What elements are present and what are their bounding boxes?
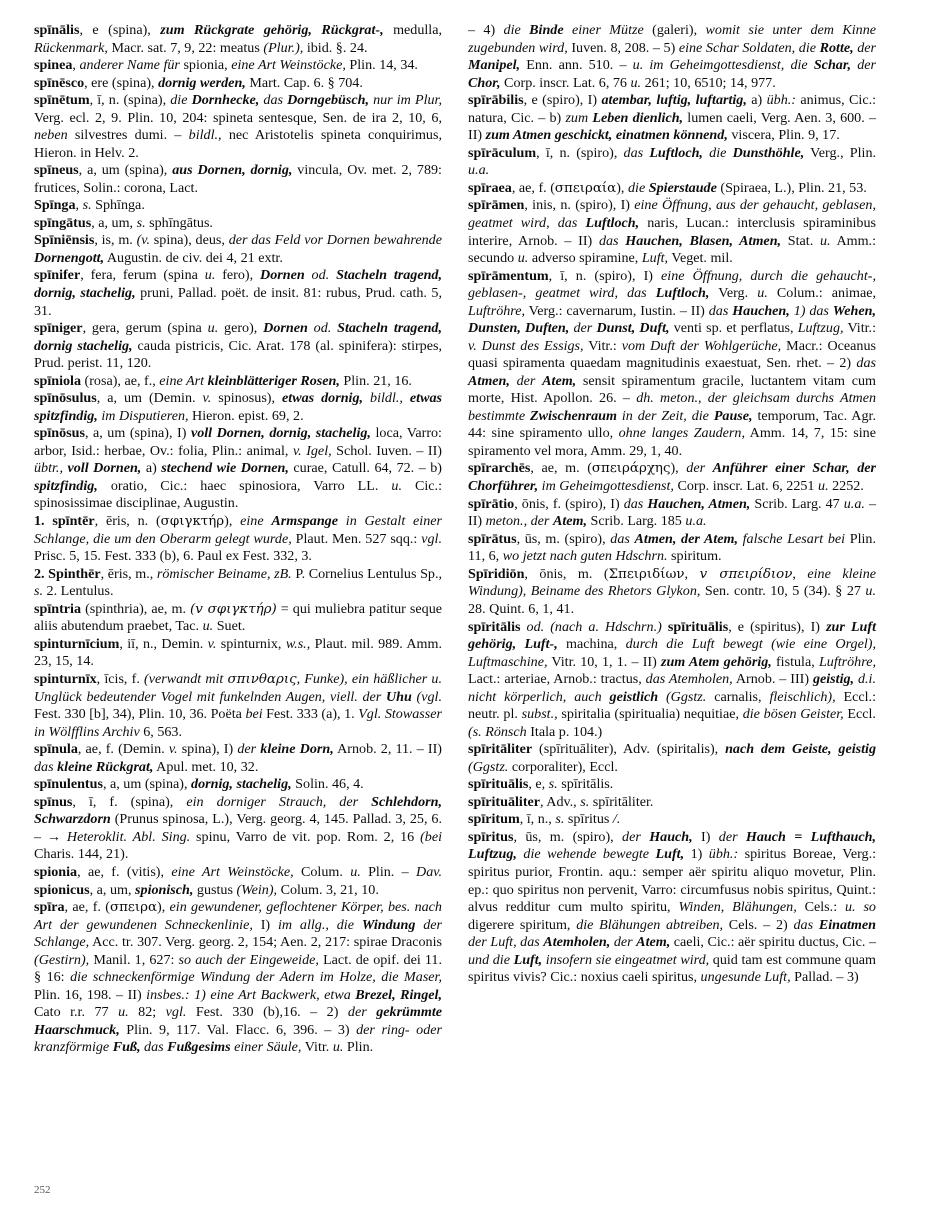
dictionary-entry: 2. Spinthēr, ēris, m., römischer Beiname, zB. P. Cornelius Lentulus Sp., s. 2. Lentulus. [34,565,443,600]
dictionary-entry: spīnōsulus, a, um (Demin. v. spinosus), etwas dornig, bildl., etwas spitzfindig, im Disputieren, Hieron. epist. 69, 2. [34,390,443,424]
dictionary-entry: 1. spīntēr, ēris, n. (σφιγκτήρ), eine Armspange in Gestalt einer Schlange, die um den Oberarm gelegt wurde, Plaut. Men. 527 sqq.: vgl. Prisc. 5, 15. Fest. 333 (b), 6. Paul ex Fest. 332, 3. [34,512,442,565]
dictionary-entry: spīnētum, ī, n. (spina), die Dornhecke, das Dorngebüsch, nur im Plur, Verg. ecl. 2, 9. Plin. 10, 204: spineta sentesque, Sen. de ira 2, 10, 6, neben silvestres dumi. – bildl., nec Aristotelis spineta conquirimus, Hieron. in Helv. 2. [34,92,442,161]
dictionary-entry: Spīridiōn, ōnis, m. (Σπειριδίων, v σπειρίδιον, eine kleine Windung), Beiname des Rhetors Glykon, Sen. contr. 10, 5 (34). § 27 u. 28. Quint. 6, 1, 41. [468,565,876,617]
dictionary-entry: spīrāmentum, ī, n. (spiro), I) eine Öffnung, durch die gehaucht-, geblasen-, geatmet wird, das Luftloch, Verg. u. Colum.: animae, Luftröhre, Verg.: cavernarum, Iustin. – II) das Hauchen, 1) das Wehen, Dunsten, Duften, der Dunst, Duft, venti sp. et perflatus, Luftzug, Vitr.: v. Dunst des Essigs, Vitr.: vom Duft der Wohlgerüche, Macr.: Oceanus quasi spiramenta quaedam magnitudinis exaestuat, Sen. rhet. – 2) das Atmen, der Atem, sensit spiramentum gracile, luctantem vitam cum morte, Hist. Apollon. 26. – dh. meton., der gleichsam durchs Atmen bestimmte Zwischenraum in der Zeit, die Pause, temporum, Tac. Agr. 44: sine spiramento ullo, ohne langes Zaudern, Amm. 14, 7, 15: sine spiramento vel mora, Amm. 29, 1, 40. [468,267,877,459]
dictionary-entry: spīrātio, ōnis, f. (spiro), I) das Hauchen, Atmen, Scrib. Larg. 47 u.a. – II) meton., der Atem, Scrib. Larg. 185 u.a. [468,495,876,530]
dictionary-entry: spīrāculum, ī, n. (spiro), das Luftloch, die Dunsthöhle, Verg., Plin. u.a. [468,144,877,179]
dictionary-entry: spīritāliter (spīrituāliter), Adv. (spiritalis), nach dem Geiste, geistig (Ggstz. corporaliter), Eccl. [468,741,876,775]
dictionary-entry: spīneus, a, um (spina), aus Dornen, dornig, vincula, Ov. met. 2, 789: frutices, Solin.: corona, Lact. [34,162,442,196]
dictionary-entry: spīnulentus, a, um (spina), dornig, stachelig, Solin. 46, 4. [34,776,364,793]
dictionary-entry: spīniger, gera, gerum (spina u. gero), Dornen od. Stacheln tragend, dornig stachelig, cauda pistricis, Cic. Arat. 178 (al. spinifera): stirpes, Prud. perist. 11, 120. [34,320,443,372]
dictionary-entry: spīnālis, e (spina), zum Rückgrate gehörig, Rückgrat-, medulla, Rückenmark, Macr. sat. 7, 9, 22: meatus (Plur.), ibid. §. 24. [34,22,443,56]
dictionary-entry: spīrāmen, inis, n. (spiro), I) eine Öffnung, aus der gehaucht, geblasen, geatmet wird, das Luftloch, naris, Lucan.: interclusis spiraminibus interire, Arnob. – II) das Hauchen, Blasen, Atmen, Stat. u. Amm.: secundo u. adverso spiramine, Luft, Veget. mil. [468,197,876,267]
dictionary-entry: spīntria (spinthria), ae, m. (v σφιγκτήρ) = qui muliebra patitur seque aliis abutendum praebet, Tac. u. Suet. [34,600,442,635]
dictionary-entry: spīnōsus, a, um (spina), I) voll Dornen, dornig, stachelig, loca, Varro: arbor, Isid.: herbae, Ov.: folia, Plin.: animal, v. Igel, Schol. Iuven. – II) übtr., voll Dornen, a) stechend wie Dornen, curae, Catull. 64, 72. – b) spitzfindig, oratio, Cic.: haec spinosiora, Varro LL. u. Cic.: spinosissimae disciplinae, Augustin. [34,425,442,512]
dictionary-entry: spīritum, ī, n., s. spīritus /. [468,811,621,828]
entry-continuation: – 4) die Binde einer Mütze (galeri), womit sie unter dem Kinne zugebunden wird, Iuven. 8, 208. – 5) eine Schar Soldaten, die Rotte, der Manipel, Enn. ann. 510. – u. im Geheimgottesdienst, die Schar, der Chor, Corp. inscr. Lat. 6, 76 u. 261; 10, 6510; 14, 977. [468,22,877,91]
dictionary-entry: spīritus, ūs, m. (spiro), der Hauch, I) der Hauch = Lufthauch, Luftzug, die wehende bewegte Luft, 1) übh.: spiritus Boreae, Verg.: spiritus purior, Frontin. aqu.: semper aër spiritu aliquo movetur, Plin. ep.: quo spiritus non pervenit, Varro: circumfusus nobis spiritus, Quint.: alvus redditur cum multo spiritu, Winden, Blähungen, Cels.: u. so digerere spiritum, die Blähungen abtreiben, Cels. – 2) das Einatmen der Luft, das Atemholen, der Atem, caeli, Cic.: aër spiritu ductus, Cic. – und die Luft, insofern sie eingeatmet wird, quid tam est commune quam spiritus vivis? Cic.: noxius caeli spiritus, ungesunde Luft, Pallad. – 3) [468,828,877,986]
dictionary-entry: Spīnga, s. Sphīnga. [34,197,145,214]
dictionary-entry: spīrituālis, e, s. spīritālis. [468,776,614,793]
dictionary-entry: spionia, ae, f. (vitis), eine Art Weinstöcke, Colum. u. Plin. – Dav. spionicus, a, um, spionisch, gustus (Wein), Colum. 3, 21, 10. [34,863,442,898]
folio-number: 252 [34,1184,51,1196]
dictionary-entry: spinea, anderer Name für spionia, eine Art Weinstöcke, Plin. 14, 34. [34,57,418,74]
dictionary-entry: spīnula, ae, f. (Demin. v. spina), I) der kleine Dorn, Arnob. 2, 11. – II) das kleine Rückgrat, Apul. met. 10, 32. [34,741,442,775]
right-column [468,22,876,1172]
dictionary-entry: spīrātus, ūs, m. (spiro), das Atmen, der Atem, falsche Lesart bei Plin. 11, 6, wo jetzt nach guten Hdschrn. spiritum. [468,530,876,565]
dictionary-entry: spīritālis od. (nach a. Hdschrn.) spīrituālis, e (spiritus), I) zur Luft gehörig, Luft-, machina, durch die Luft bewegt (wie eine Orgel), Luftmaschine, Vitr. 10, 1, 1. – II) zum Atem gehörig, fistula, Luftröhre, Lact.: arteriae, Arnob.: tractus, das Atemholen, Arnob. – III) geistig, d.i. nicht körperlich, auch geistlich (Ggstz. carnalis, fleischlich), Eccl.: neutr. pl. subst., spiritalia (spiritualia) nequitiae, die bösen Geister, Eccl. (s. Rönsch Itala p. 104.) [468,618,876,740]
dictionary-entry: spinturnīx, īcis, f. (verwandt mit σπινθαρις, Funke), ein häßlicher u. Unglück bedeutender Vogel mit funkelnden Augen, viell. der Uhu (vgl. Fest. 330 [b], 34), Plin. 10, 36. Poëta bei Fest. 333 (a), 1. Vgl. Stowasser in Wölfflins Archiv 6, 563. [34,670,443,740]
dictionary-entry: spīraea, ae, f. (σπειραία), die Spierstaude (Spiraea, L.), Plin. 21, 53. [468,179,867,196]
dictionary-entry: spīnifer, fera, ferum (spina u. fero), Dornen od. Stacheln tragend, dornig, stachelig, pruni, Pallad. poët. de insit. 81: rubus, Prud. cath. 5, 31. [34,267,443,319]
left-column [34,22,442,1172]
dictionary-entry: spīrābilis, e (spiro), I) atembar, luftig, luftartig, a) übh.: animus, Cic.: natura, Cic. – b) zum Leben dienlich, lumen caeli, Verg. Aen. 3, 600. – II) zum Atmen geschickt, einatmen könnend, viscera, Plin. 9, 17. [468,92,877,144]
dictionary-entry: spīnus, ī, f. (spina), ein dorniger Strauch, der Schlehdorn, Schwarzdorn (Prunus spinosa, L.), Verg. georg. 4, 145. Pallad. 3, 25, 6. – → Heteroklit. Abl. Sing. spinu, Varro de vit. pop. Rom. 2, 16 (bei Charis. 144, 21). [34,793,443,863]
dictionary-entry: spinturnīcium, iī, n., Demin. v. spinturnix, w.s., Plaut. mil. 989. Amm. 23, 15, 14. [34,635,442,670]
dictionary-entry: spīrituāliter, Adv., s. spīritāliter. [468,793,654,810]
dictionary-entry: spīra, ae, f. (σπειρα), ein gewundener, geflochtener Körper, bes. nach Art der gewundenen Schneckenlinie, I) im allg., die Windung der Schlange, Acc. tr. 307. Verg. georg. 2, 154; Aen. 2, 217: spirae Draconis (Gestirn), Manil. 1, 627: so auch der Eingeweide, Lact. de opif. dei 11. § 16: die schneckenförmige Windung der Adern im Holze, die Maser, Plin. 16, 198. – II) insbes.: 1) eine Art Backwerk, etwa Brezel, Ringel, Cato r.r. 77 u. 82; vgl. Fest. 330 (b),16. – 2) der gekrümmte Haarschmuck, Plin. 9, 117. Val. Flacc. 6, 396. – 3) der ring- oder kranzförmige Fuß, das Fußgesims einer Säule, Vitr. u. Plin. [34,899,443,1056]
page-columns [34,22,901,1172]
dictionary-entry: spīngātus, a, um, s. sphīngātus. [34,214,213,231]
dictionary-entry: spīrarchēs, ae, m. (σπειράρχης), der Anführer einer Schar, der Chorführer, im Geheimgottesdienst, Corp. inscr. Lat. 6, 2251 u. 2252. [468,460,876,495]
dictionary-entry: spīnēsco, ere (spina), dornig werden, Mart. Cap. 6. § 704. [34,74,363,91]
dictionary-entry: spīniola (rosa), ae, f., eine Art kleinblätteriger Rosen, Plin. 21, 16. [34,372,412,389]
dictionary-entry: Spīniēnsis, is, m. (v. spina), deus, der das Feld vor Dornen bewahrende Dornengott, Augustin. de civ. dei 4, 21 extr. [34,232,442,266]
